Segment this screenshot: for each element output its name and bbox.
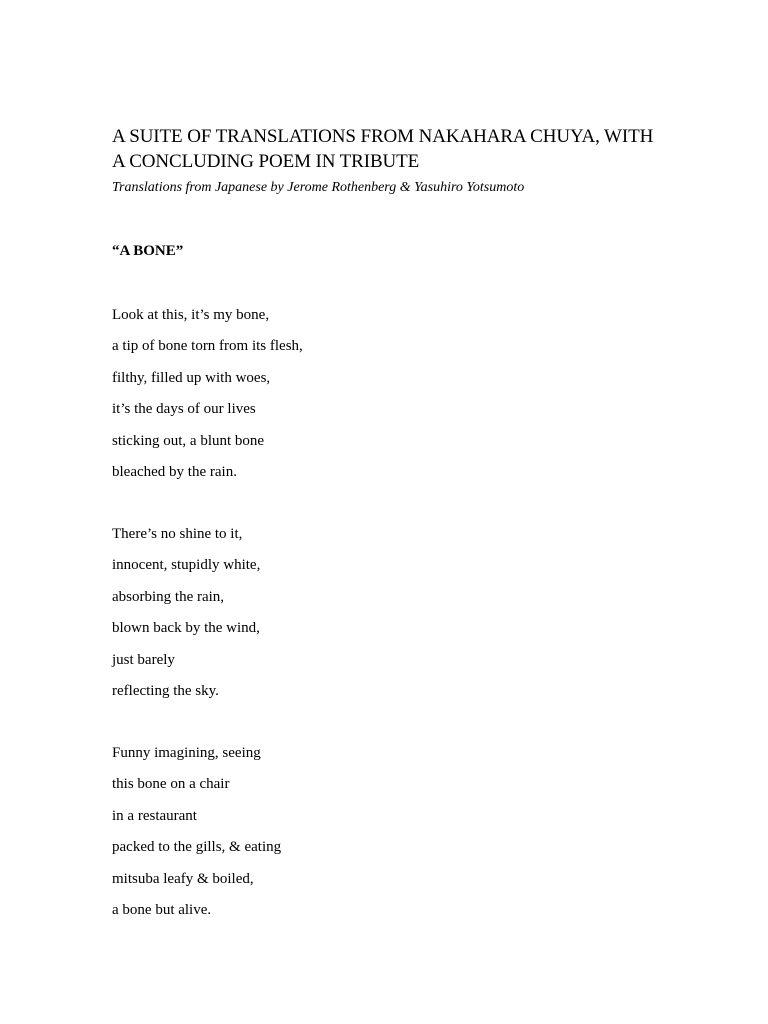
poem-line: Look at this, it’s my bone,: [112, 307, 270, 323]
document-heading: [112, 124, 712, 198]
poem-line: a bone but alive.: [112, 901, 212, 918]
poem-line: absorbing the rain,: [112, 588, 225, 605]
document-title-line-2: A CONCLUDING POEM IN TRIBUTE: [112, 151, 420, 172]
poem-line: this bone on a chair: [112, 776, 230, 793]
stanza-1: [112, 305, 303, 493]
poem-line: a tip of bone torn from its flesh,: [112, 338, 303, 355]
translator-credit: Translations from Japanese by Jerome Rothenberg & Yasuhiro Yotsumoto: [112, 180, 525, 195]
document-title-line-1: A SUITE OF TRANSLATIONS FROM NAKAHARA CHUYA, WITH: [112, 126, 654, 147]
poem-line: sticking out, a blunt bone: [112, 432, 265, 449]
poem-line: reflecting the sky.: [112, 682, 219, 699]
poem-line: in a restaurant: [112, 807, 197, 824]
poem-line: blown back by the wind,: [112, 620, 260, 637]
poem-line: bleached by the rain.: [112, 463, 237, 480]
poem-line: mitsuba leafy & boiled,: [112, 870, 254, 887]
poem-line: innocent, stupidly white,: [112, 557, 261, 574]
poem-line: just barely: [112, 651, 175, 668]
stanza-2: [112, 524, 260, 712]
poem-line: Funny imagining, seeing: [112, 745, 261, 761]
poem-line: There’s no shine to it,: [112, 526, 243, 542]
stanza-3: [112, 743, 281, 931]
poem-line: packed to the gills, & eating: [112, 839, 282, 856]
poem-title: “A BONE”: [112, 243, 184, 259]
poem-line: it’s the days of our lives: [112, 401, 256, 418]
poem-line: filthy, filled up with woes,: [112, 369, 271, 386]
